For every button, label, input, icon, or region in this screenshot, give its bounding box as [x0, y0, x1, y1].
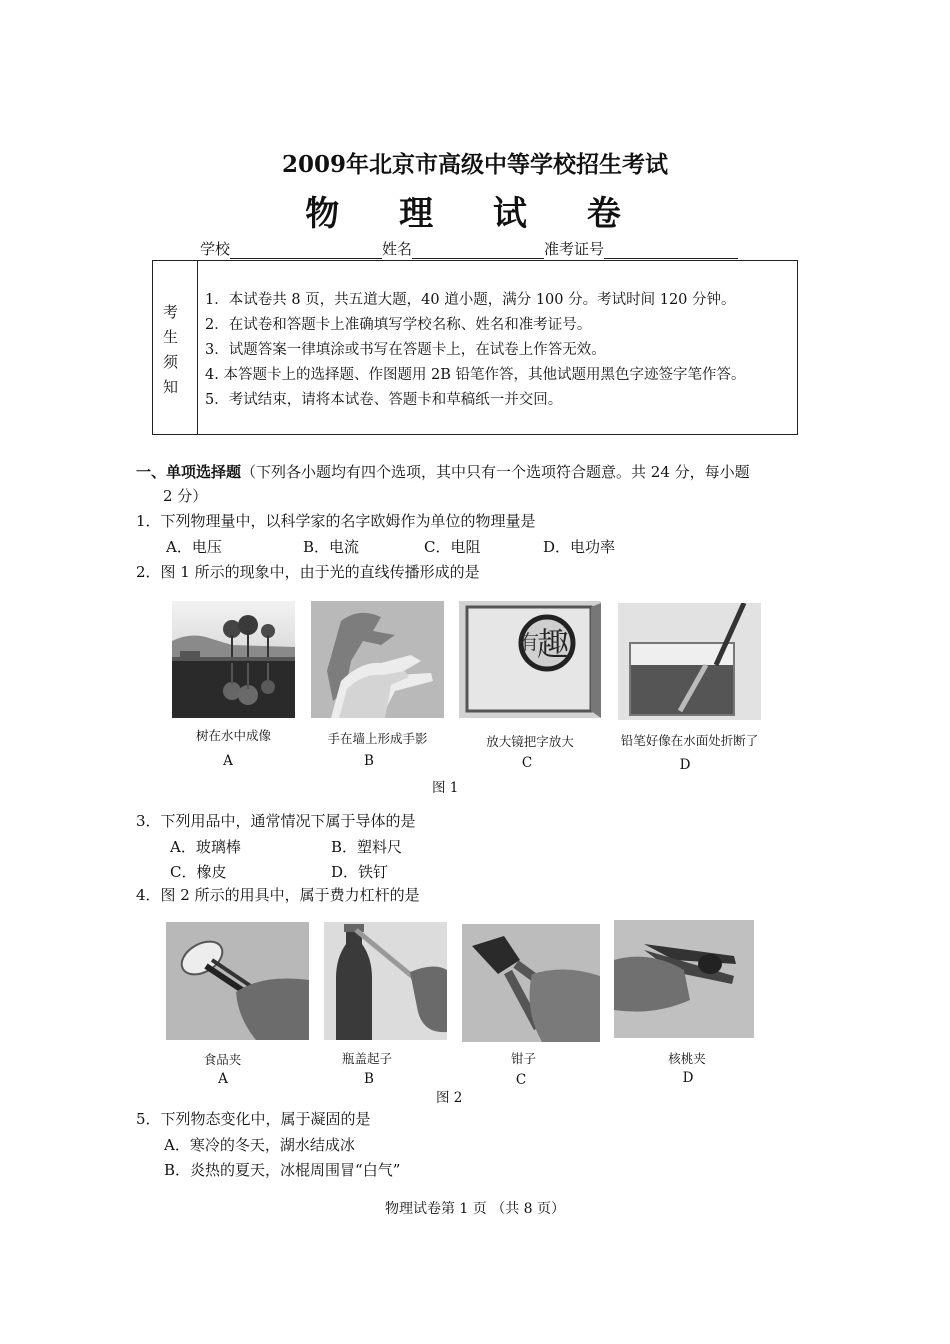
notice-side-char: 须 [163, 353, 179, 371]
q3-option-d[interactable]: D．铁钉 [331, 863, 389, 881]
hand-shadow-photo [311, 601, 444, 718]
fig1-letter-d[interactable]: D [679, 757, 691, 773]
q5-option-b[interactable]: B．炎热的夏天，冰棍周围冒“白气” [164, 1161, 401, 1179]
pliers-photo [462, 924, 600, 1042]
q2-stem: 2．图 1 所示的现象中，由于光的直线传播形成的是 [136, 563, 480, 581]
notice-item: 4. 本答题卡上的选择题、作图题用 2B 铅笔作答，其他试题用黑色字迹签字笔作答。 [205, 367, 746, 383]
bottle-opener-photo [324, 922, 447, 1040]
q1-stem: 1．下列物理量中，以科学家的名字欧姆作为单位的物理量是 [136, 512, 536, 530]
q1-option-c[interactable]: C．电阻 [424, 538, 481, 556]
school-blank[interactable] [230, 244, 382, 259]
q3-option-c[interactable]: C．橡皮 [170, 863, 227, 881]
section-heading [136, 462, 750, 482]
notice-side-label [153, 261, 198, 434]
candidate-fields [200, 238, 738, 259]
notice-item: 1．本试卷共 8 页，共五道大题，40 道小题，满分 100 分。考试时间 120 分钟。 [205, 292, 736, 308]
fig1-letter-a[interactable]: A [223, 753, 233, 769]
fig2-caption-d: 核桃夹 [668, 1051, 706, 1066]
q5-option-a[interactable]: A．寒冷的冬天，湖水结成冰 [164, 1136, 355, 1154]
name-blank[interactable] [412, 244, 544, 259]
candidate-notice-box [152, 260, 798, 435]
magnifier-char-1: 有 [519, 630, 539, 654]
q1-option-d[interactable]: D．电功率 [543, 538, 616, 556]
fig2-caption-a: 食品夹 [203, 1052, 242, 1067]
q3-option-b[interactable]: B．塑料尺 [331, 838, 403, 856]
nutcracker-photo [614, 920, 754, 1038]
fig1-caption-b: 手在墙上形成手影 [327, 731, 428, 746]
q4-stem: 4．图 2 所示的用具中，属于费力杠杆的是 [136, 886, 420, 904]
notice-items [205, 288, 746, 413]
notice-item: 3．试题答案一律填涂或书写在答题卡上，在试卷上作答无效。 [205, 342, 606, 358]
q5-stem: 5．下列物态变化中，属于凝固的是 [136, 1110, 371, 1128]
fig1-caption-c: 放大镜把字放大 [486, 734, 574, 749]
id-blank[interactable] [604, 244, 738, 259]
q3-option-a[interactable]: A．玻璃棒 [170, 838, 241, 856]
fig1-letter-b[interactable]: B [364, 753, 374, 769]
section-heading-title: 一、单项选择题 [136, 463, 242, 481]
school-label: 学校 [200, 240, 231, 258]
notice-item: 5．考试结束，请将本试卷、答题卡和草稿纸一并交回。 [205, 392, 563, 408]
section-heading-text: （下列各小题均有四个选项，其中只有一个选项符合题意。共 24 分，每小题 [241, 463, 750, 481]
notice-side-char: 知 [163, 378, 179, 396]
page-footer: 物理试卷第 1 页 （共 8 页） [384, 1201, 566, 1217]
q1-option-a[interactable]: A．电压 [166, 538, 222, 556]
magnifier-char-2: 趣 [537, 625, 570, 663]
id-label: 准考证号 [544, 240, 605, 258]
fig1-label: 图 1 [432, 780, 459, 796]
fig2-letter-d[interactable]: D [682, 1070, 694, 1086]
fig2-caption-b: 瓶盖起子 [341, 1051, 392, 1066]
fig2-letter-b[interactable]: B [364, 1071, 374, 1087]
pencil-water-photo [618, 603, 761, 720]
tree-reflection-photo [172, 601, 295, 718]
fig1-caption-d: 铅笔好像在水面处折断了 [620, 733, 759, 748]
notice-side-char: 生 [163, 328, 179, 346]
fig1-letter-c[interactable]: C [521, 755, 533, 771]
fig2-label: 图 2 [436, 1090, 463, 1106]
notice-side-char: 考 [163, 303, 179, 321]
exam-subject: 物 理 试 卷 [305, 194, 645, 234]
fig2-letter-c[interactable]: C [515, 1072, 527, 1088]
fig1-caption-a: 树在水中成像 [195, 728, 271, 743]
q1-option-b[interactable]: B．电流 [303, 538, 360, 556]
exam-title: 2009年北京市高级中等学校招生考试 [281, 151, 668, 178]
section-heading-cont: 2 分） [163, 487, 208, 505]
fig2-letter-a[interactable]: A [218, 1071, 228, 1087]
name-label: 姓名 [382, 240, 413, 258]
fig2-caption-c: 钳子 [510, 1051, 536, 1066]
q3-stem: 3．下列用品中，通常情况下属于导体的是 [136, 812, 416, 830]
notice-item: 2．在试卷和答题卡上准确填写学校名称、姓名和准考证号。 [205, 317, 592, 333]
magnifier-photo [459, 601, 601, 718]
food-tongs-photo [166, 922, 309, 1040]
